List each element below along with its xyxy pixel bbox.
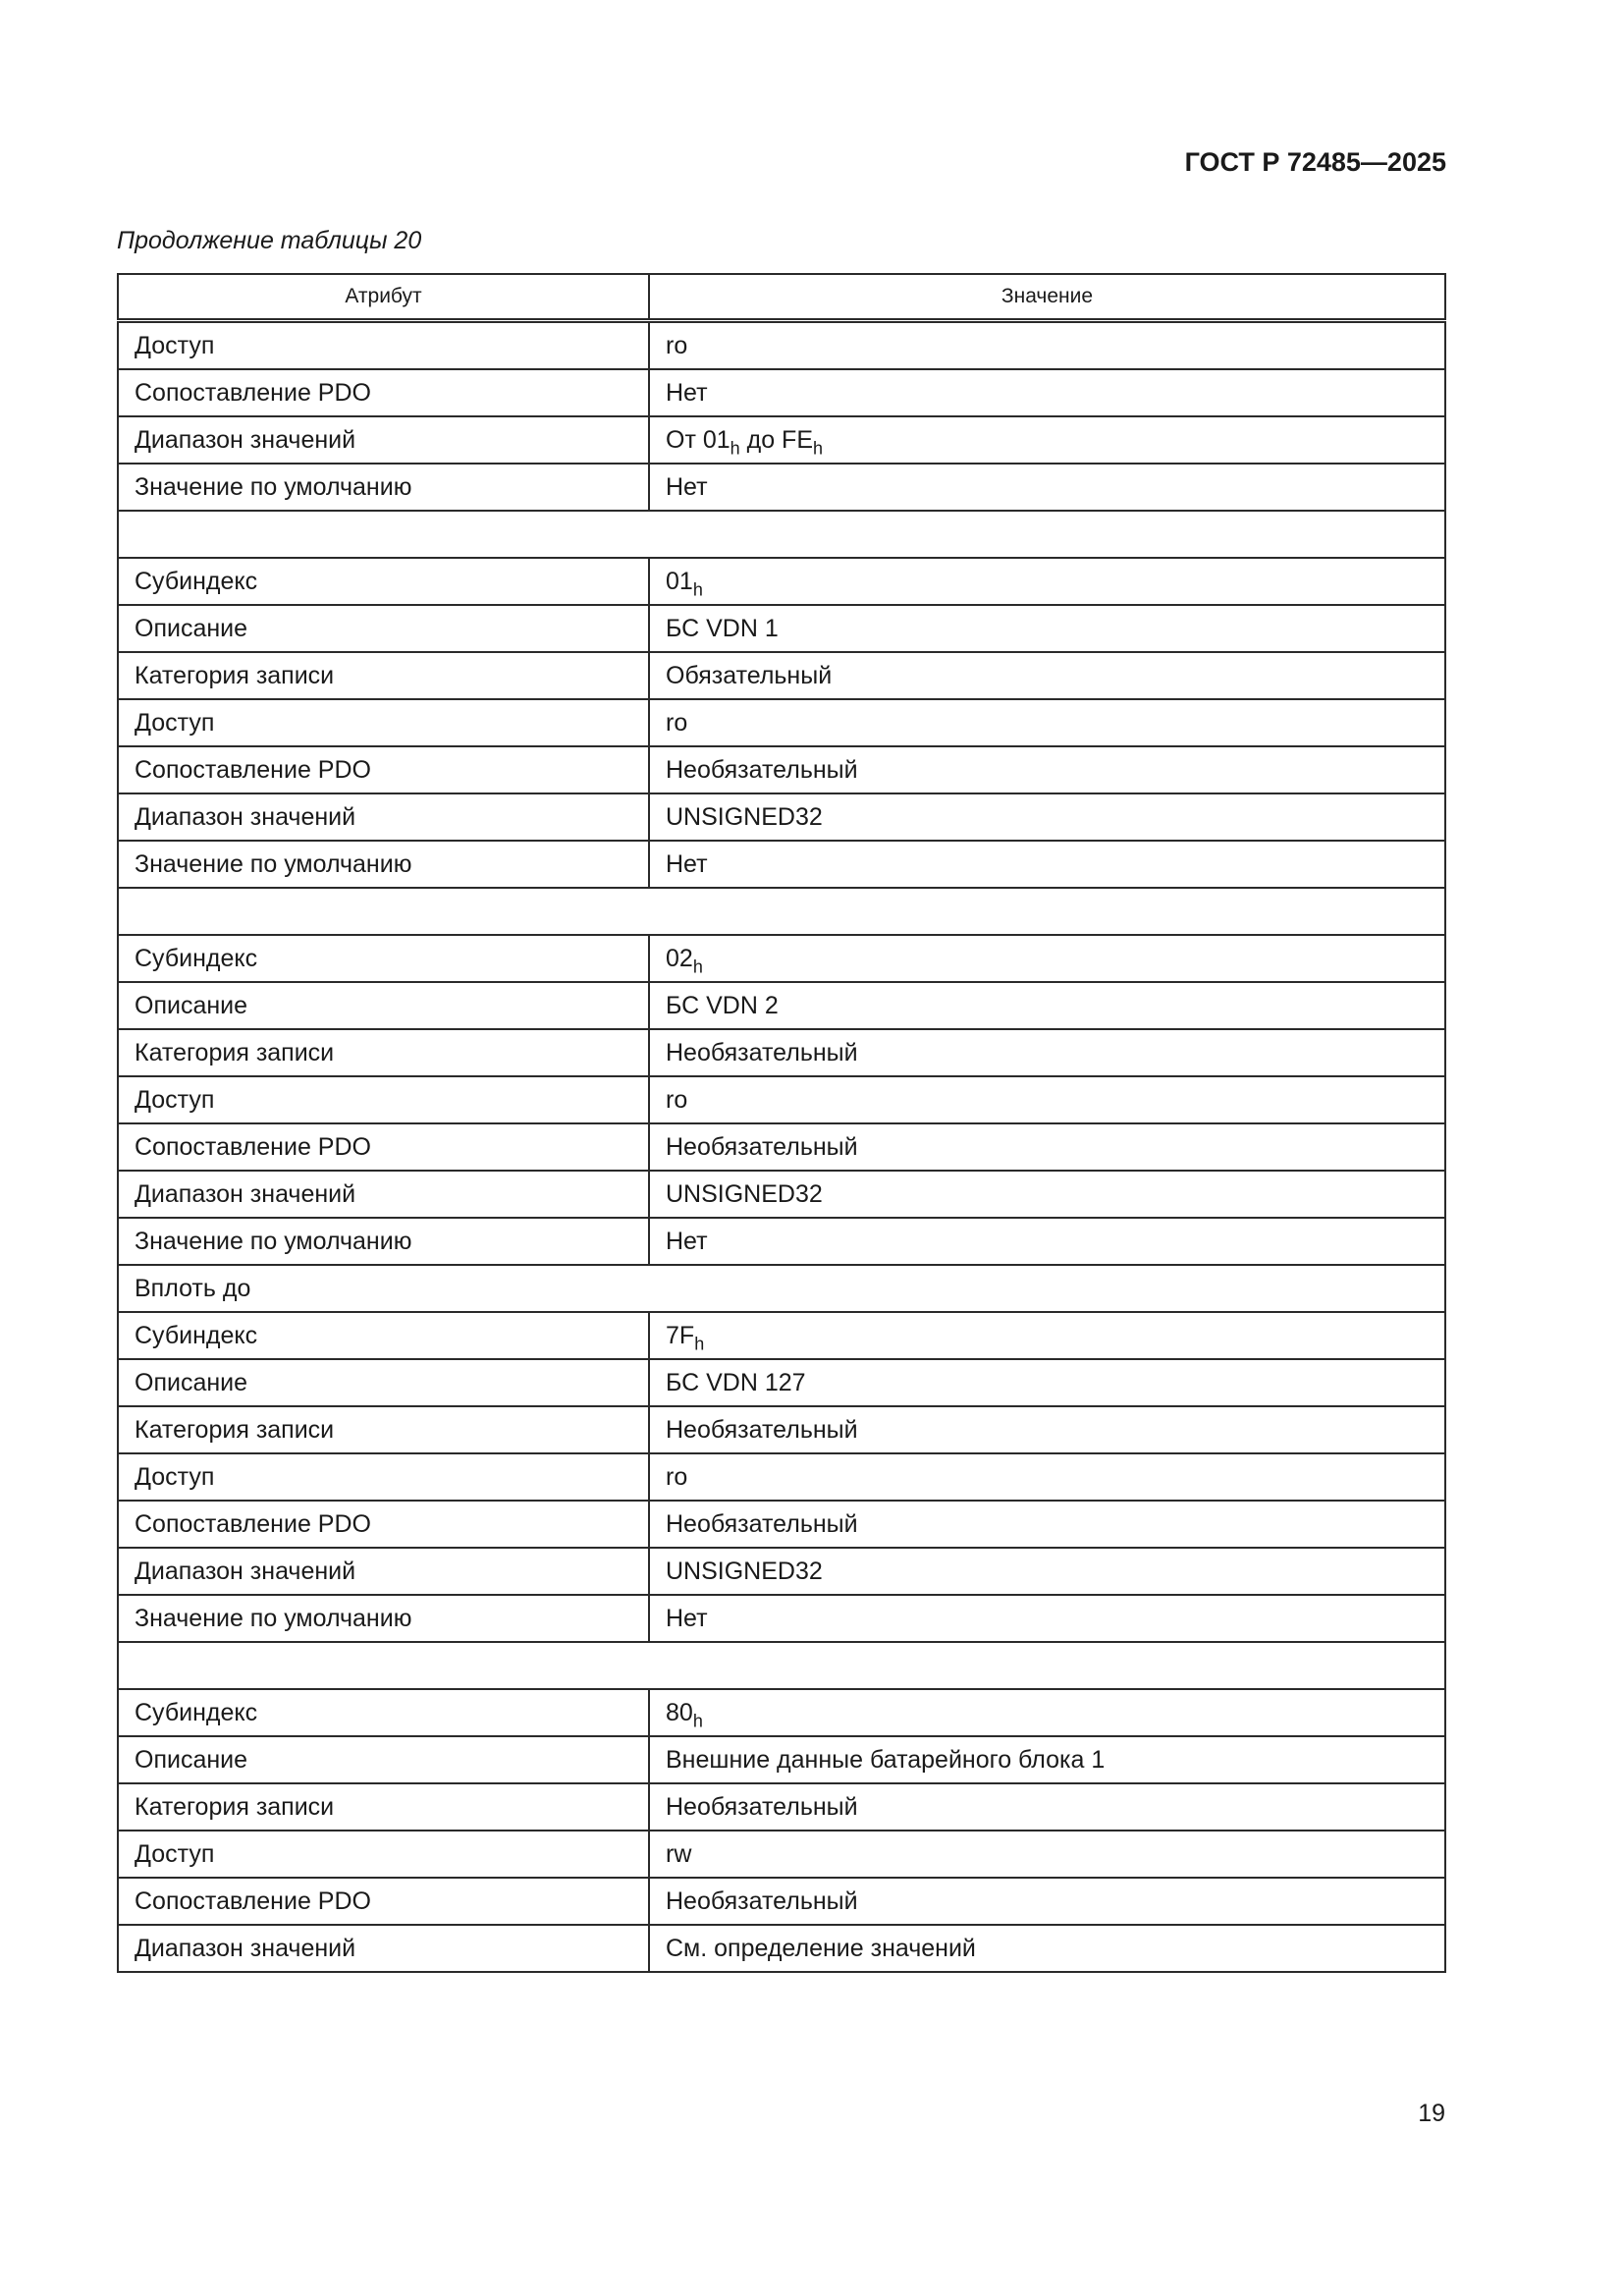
value-cell [649, 652, 1445, 699]
attribute-cell: Категория записи [118, 1783, 649, 1831]
value-text-middle: до FE [739, 425, 814, 454]
attribute-cell: Доступ [118, 1831, 649, 1878]
value-cell [649, 1312, 1445, 1359]
table-row [118, 464, 1445, 511]
value-text: rw [666, 1839, 692, 1868]
value-text: UNSIGNED32 [666, 1557, 823, 1585]
table-row [118, 935, 1445, 982]
attribute-cell: Значение по умолчанию [118, 841, 649, 888]
value-cell [649, 1029, 1445, 1076]
value-cell [649, 1453, 1445, 1501]
value-cell [649, 982, 1445, 1029]
value-text: 80 [666, 1698, 693, 1726]
table-row [118, 1878, 1445, 1925]
blank-separator-cell [118, 888, 1445, 935]
value-cell [649, 1783, 1445, 1831]
table-row [118, 1029, 1445, 1076]
value-text: Необязательный [666, 1886, 858, 1915]
value-cell [649, 1736, 1445, 1783]
value-text: Обязательный [666, 661, 833, 689]
attribute-cell: Категория записи [118, 1406, 649, 1453]
value-subscript: h [692, 956, 703, 976]
value-cell [649, 1123, 1445, 1171]
table-row [118, 841, 1445, 888]
attribute-cell: Значение по умолчанию [118, 464, 649, 511]
value-text: Необязательный [666, 755, 858, 784]
value-text: UNSIGNED32 [666, 802, 823, 831]
value-cell [649, 558, 1445, 605]
value-cell [649, 1076, 1445, 1123]
attributes-table [117, 273, 1446, 1973]
attribute-cell: Диапазон значений [118, 793, 649, 841]
table-row [118, 1548, 1445, 1595]
value-subscript: h [694, 1333, 705, 1353]
attribute-cell: Сопоставление PDO [118, 369, 649, 416]
table-row [118, 1312, 1445, 1359]
column-header-attribute: Атрибут [118, 274, 649, 321]
table-row [118, 1783, 1445, 1831]
value-text: Нет [666, 378, 708, 407]
table-row [118, 1736, 1445, 1783]
attribute-cell: Сопоставление PDO [118, 746, 649, 793]
value-cell [649, 1406, 1445, 1453]
value-text: ro [666, 708, 688, 737]
table-row [118, 1642, 1445, 1689]
value-text: См. определение значений [666, 1934, 976, 1962]
value-text: UNSIGNED32 [666, 1179, 823, 1208]
table-row [118, 1076, 1445, 1123]
value-text: Нет [666, 1227, 708, 1255]
table-row [118, 1218, 1445, 1265]
table-row [118, 511, 1445, 558]
attribute-cell: Доступ [118, 1076, 649, 1123]
value-subscript: h [692, 578, 703, 599]
value-cell [649, 369, 1445, 416]
table-row [118, 699, 1445, 746]
table-row [118, 1831, 1445, 1878]
table-row [118, 1171, 1445, 1218]
table-row [118, 605, 1445, 652]
attribute-cell: Доступ [118, 699, 649, 746]
attribute-cell: Доступ [118, 1453, 649, 1501]
value-text: ro [666, 1085, 688, 1114]
value-text: ro [666, 1462, 688, 1491]
table-row [118, 321, 1445, 370]
value-text: БС VDN 127 [666, 1368, 806, 1396]
value-cell [649, 605, 1445, 652]
attribute-cell: Субиндекс [118, 1689, 649, 1736]
table-row [118, 369, 1445, 416]
table-caption: Продолжение таблицы 20 [117, 227, 422, 254]
value-cell [649, 1171, 1445, 1218]
attribute-cell: Значение по умолчанию [118, 1218, 649, 1265]
column-header-value: Значение [649, 274, 1445, 321]
value-cell [649, 699, 1445, 746]
attribute-cell: Описание [118, 605, 649, 652]
attribute-cell: Диапазон значений [118, 1548, 649, 1595]
blank-separator-cell [118, 1642, 1445, 1689]
value-subscript: h [692, 1710, 703, 1730]
value-cell [649, 793, 1445, 841]
attribute-cell: Сопоставление PDO [118, 1878, 649, 1925]
table-row [118, 416, 1445, 464]
table-row [118, 558, 1445, 605]
table-row [118, 982, 1445, 1029]
attribute-cell: Субиндекс [118, 1312, 649, 1359]
value-text: 01 [666, 567, 693, 595]
value-cell [649, 1831, 1445, 1878]
attribute-cell: Значение по умолчанию [118, 1595, 649, 1642]
value-text: Необязательный [666, 1509, 858, 1538]
value-cell [649, 464, 1445, 511]
value-text: Внешние данные батарейного блока 1 [666, 1745, 1106, 1774]
value-text: Необязательный [666, 1415, 858, 1444]
table-row [118, 1595, 1445, 1642]
value-cell [649, 1595, 1445, 1642]
attribute-cell: Субиндекс [118, 935, 649, 982]
value-text: Нет [666, 472, 708, 501]
table-row [118, 1123, 1445, 1171]
table-row [118, 1689, 1445, 1736]
attribute-cell: Описание [118, 982, 649, 1029]
value-cell [649, 1925, 1445, 1972]
value-text: БС VDN 1 [666, 614, 779, 642]
table-row [118, 793, 1445, 841]
attribute-cell: Категория записи [118, 652, 649, 699]
attribute-cell: Субиндекс [118, 558, 649, 605]
attribute-cell: Диапазон значений [118, 1171, 649, 1218]
attribute-cell: Описание [118, 1359, 649, 1406]
value-cell [649, 841, 1445, 888]
table-body [118, 321, 1445, 1973]
value-cell [649, 746, 1445, 793]
table-header-row [118, 274, 1445, 321]
value-cell [649, 1548, 1445, 1595]
value-text: Нет [666, 1604, 708, 1632]
value-cell [649, 1501, 1445, 1548]
attribute-cell: Диапазон значений [118, 1925, 649, 1972]
value-cell [649, 935, 1445, 982]
table-row [118, 888, 1445, 935]
spanning-cell: Вплоть до [118, 1265, 1445, 1312]
table-row [118, 1406, 1445, 1453]
value-text: БС VDN 2 [666, 991, 779, 1019]
table-row [118, 1359, 1445, 1406]
value-text: ro [666, 331, 688, 359]
value-cell [649, 1218, 1445, 1265]
value-cell [649, 1689, 1445, 1736]
value-subscript: h [813, 437, 824, 458]
value-text: Необязательный [666, 1038, 858, 1066]
value-cell [649, 321, 1445, 370]
attribute-cell: Сопоставление PDO [118, 1123, 649, 1171]
attribute-cell: Доступ [118, 321, 649, 370]
table-row [118, 652, 1445, 699]
table-row [118, 1265, 1445, 1312]
blank-separator-cell [118, 511, 1445, 558]
table-row [118, 1453, 1445, 1501]
attribute-cell: Категория записи [118, 1029, 649, 1076]
page-number: 19 [1418, 2100, 1445, 2127]
attribute-cell: Описание [118, 1736, 649, 1783]
value-text: От 01 [666, 425, 730, 454]
value-subscript: h [730, 437, 740, 458]
value-text: 02 [666, 944, 693, 972]
attribute-cell: Сопоставление PDO [118, 1501, 649, 1548]
table-row [118, 1501, 1445, 1548]
value-cell [649, 1878, 1445, 1925]
attribute-cell: Диапазон значений [118, 416, 649, 464]
value-cell [649, 416, 1445, 464]
value-cell [649, 1359, 1445, 1406]
table-row [118, 1925, 1445, 1972]
value-text: Необязательный [666, 1792, 858, 1821]
value-text: Необязательный [666, 1132, 858, 1161]
document-code: ГОСТ Р 72485—2025 [1184, 147, 1446, 177]
value-text: 7F [666, 1321, 695, 1349]
table-row [118, 746, 1445, 793]
value-text: Нет [666, 849, 708, 878]
